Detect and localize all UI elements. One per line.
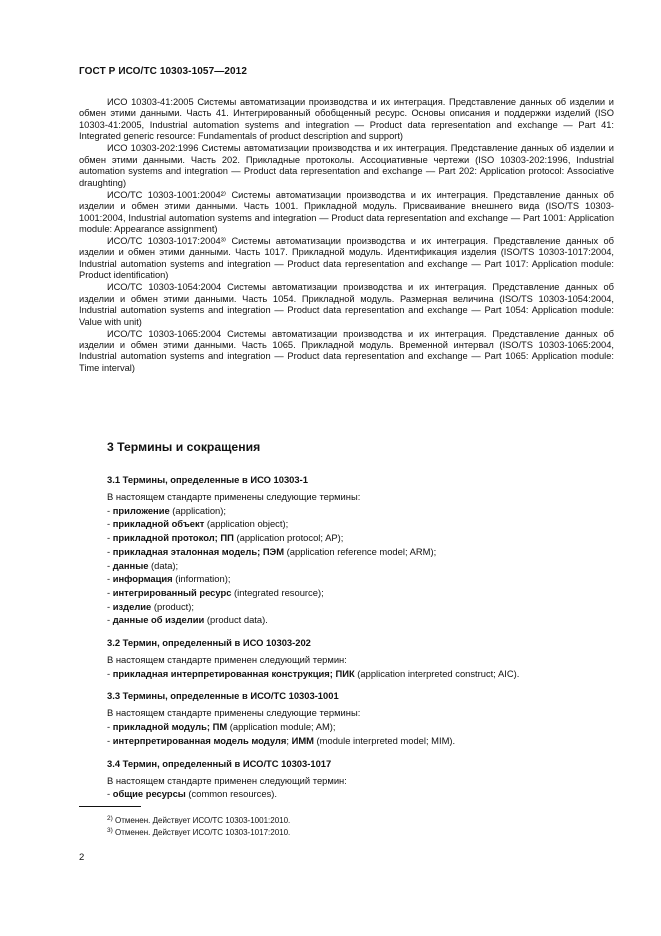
footnote — [107, 828, 290, 837]
intro-text: В настоящем стандарте применен следующий термин: — [107, 654, 347, 666]
footnote-mark: 2) — [107, 815, 113, 822]
term-ru: прикладной модуль; ПМ — [112, 721, 228, 733]
term-en: (application); — [169, 504, 226, 516]
term-item: - приложение (application); — [107, 504, 226, 516]
term-item: - изделие (product); — [107, 600, 194, 612]
term-item: - прикладная интерпретированная конструкция; ПИК (application interpreted construct; AIC). — [107, 667, 520, 679]
reference-entry: ИСО/ТС 10303-1001:2004²⁾ Системы автоматизации производства и их интеграция. Представление данных об изделии и обмен этими данными. Часть 1001. Прикладной модуль. Присваивание внешнего вида (ISO/TS 10303-1001:2004, Industrial automation systems and integration — Product data representation and exchange — Part 1001: Application module: Appearance assignment) — [79, 189, 614, 234]
term-ru: интегрированный ресурс — [112, 586, 232, 598]
term-ru: прикладная эталонная модель; ПЭМ — [112, 545, 285, 557]
term-en: (integrated resource); — [231, 586, 324, 598]
intro-text: В настоящем стандарте применены следующие термины: — [107, 491, 361, 502]
subsection-body-3-2 — [107, 653, 614, 680]
footnote-mark: 3) — [107, 827, 113, 834]
term-en: (data); — [148, 559, 179, 571]
footnote-text: Отменен. Действует ИСО/ТС 10303-1017:2010. — [112, 828, 291, 837]
normative-references — [79, 97, 614, 375]
subsection-heading-3-3: 3.3 Термины, определенные в ИСО/ТС 10303-1001 — [107, 690, 339, 702]
reference-entry: ИСО/ТС 10303-1017:2004³⁾ Системы автоматизации производства и их интеграция. Представление данных об изделии и обмен этими данными. Часть 1017. Прикладной модуль. Идентификация изделия (ISO/TS 10303-1017:2004, Industrial automation systems and integration — Product data representation and exchange — Part 1017: Application module: Product identification) — [79, 235, 614, 281]
term-ru: прикладная интерпретированная конструкция; ПИК — [112, 667, 355, 679]
term-item: - интерпретированная модель модуля; ИММ (module interpreted model; MIM). — [107, 734, 456, 746]
term-item: - прикладная эталонная модель; ПЭМ (application reference model; ARM); — [107, 545, 437, 557]
term-ru: изделие — [112, 600, 152, 612]
page-number: 2 — [79, 852, 85, 863]
terms-section — [79, 440, 614, 801]
term-en: (information); — [172, 573, 231, 585]
term-en: (common resources). — [185, 788, 277, 800]
term-en: (application module; AM); — [227, 721, 336, 733]
term-item: - данные об изделии (product data). — [107, 614, 268, 626]
term-item: - прикладной протокол; ПП (application protocol; AP); — [107, 532, 344, 544]
term-en: (module interpreted model; MIM). — [313, 734, 456, 746]
reference-entry: ИСО 10303-202:1996 Системы автоматизации производства и их интеграция. Представление данных об изделии и обмен этими данными. Часть 202. Прикладные протоколы. Ассоциативные чертежи (ISO 10303-202:1996, Industrial automation systems and integration — Product data representation and exchange — Part 202: Application protocol: Associative draughting) — [79, 143, 614, 188]
term-en: (application reference model; ARM); — [284, 545, 437, 557]
term-ru: информация — [112, 573, 173, 585]
subsection-heading-3-4: 3.4 Термин, определенный в ИСО/ТС 10303-1017 — [107, 757, 332, 769]
term-ru: данные об изделии — [112, 614, 205, 626]
term-separator: ; — [286, 734, 292, 746]
term-ru: прикладной протокол; ПП — [112, 532, 234, 544]
term-item: - прикладной модуль; ПМ (application module; AM); — [107, 721, 336, 733]
subsection-heading-3-2: 3.2 Термин, определенный в ИСО 10303-202 — [107, 637, 311, 649]
reference-entry: ИСО/ТС 10303-1054:2004 Системы автоматизации производства и их интеграция. Представление данных об изделии и обмен этими данными. Часть 1054. Прикладной модуль. Размерная величина (ISO/TS 10303-1054:2004, Industrial automation systems and integration — Product data representation and exchange — Part 1054: Application module: Value with unit) — [79, 282, 614, 327]
term-item: - информация (information); — [107, 573, 231, 585]
term-ru: данные — [112, 559, 149, 571]
term-en: (application object); — [204, 518, 289, 530]
reference-entry: ИСО/ТС 10303-1065:2004 Системы автоматизации производства и их интеграция. Представление данных об изделии и обмен этими данными. Часть 1065. Прикладной модуль. Временной интервал (ISO/TS 10303-1065:2004, Industrial automation systems and integration — Product data representation and exchange — Part 1065: Application module: Time interval) — [79, 328, 614, 373]
subsection-body-3-4 — [107, 774, 614, 801]
term-en: (application protocol; AP); — [233, 532, 344, 544]
subsection-heading-3-1: 3.1 Термины, определенные в ИСО 10303-1 — [107, 474, 308, 485]
term-ru: интерпретированная модель модуля — [112, 734, 287, 746]
term-abbrev: ИММ — [291, 734, 314, 746]
footnote-divider — [79, 806, 141, 807]
document-header: ГОСТ Р ИСО/ТС 10303-1057—2012 — [79, 66, 247, 77]
term-ru: общие ресурсы — [112, 788, 186, 800]
term-ru: приложение — [112, 504, 170, 516]
reference-entry: ИСО 10303-41:2005 Системы автоматизации производства и их интеграция. Представление данных об изделии и обмен этими данными. Часть 41. Интегрированный обобщенный ресурс. Основы описания и поддержки изделий (ISO 10303-41:2005, Industrial automation systems and integration — Product data representation and exchange — Part 41: Integrated generic resource: Fundamentals of product description and support) — [79, 97, 614, 142]
subsection-body-3-1 — [107, 490, 614, 627]
subsection-body-3-3 — [107, 706, 614, 747]
term-ru: прикладной объект — [112, 518, 205, 530]
term-item: - прикладной объект (application object); — [107, 518, 289, 530]
footnote-text: Отменен. Действует ИСО/ТС 10303-1001:2010. — [112, 816, 291, 825]
term-en: (product data). — [204, 614, 268, 626]
intro-text: В настоящем стандарте применен следующий термин: — [107, 774, 347, 786]
term-item: - интегрированный ресурс (integrated resource); — [107, 586, 324, 598]
intro-text: В настоящем стандарте применены следующие термины: — [107, 707, 361, 719]
term-item: - общие ресурсы (common resources). — [107, 788, 277, 800]
term-item: - данные (data); — [107, 559, 179, 571]
term-en: (application interpreted construct; AIC). — [354, 667, 520, 679]
footnote — [107, 816, 290, 825]
term-en: (product); — [151, 600, 194, 612]
section-heading: 3 Термины и сокращения — [107, 440, 261, 454]
